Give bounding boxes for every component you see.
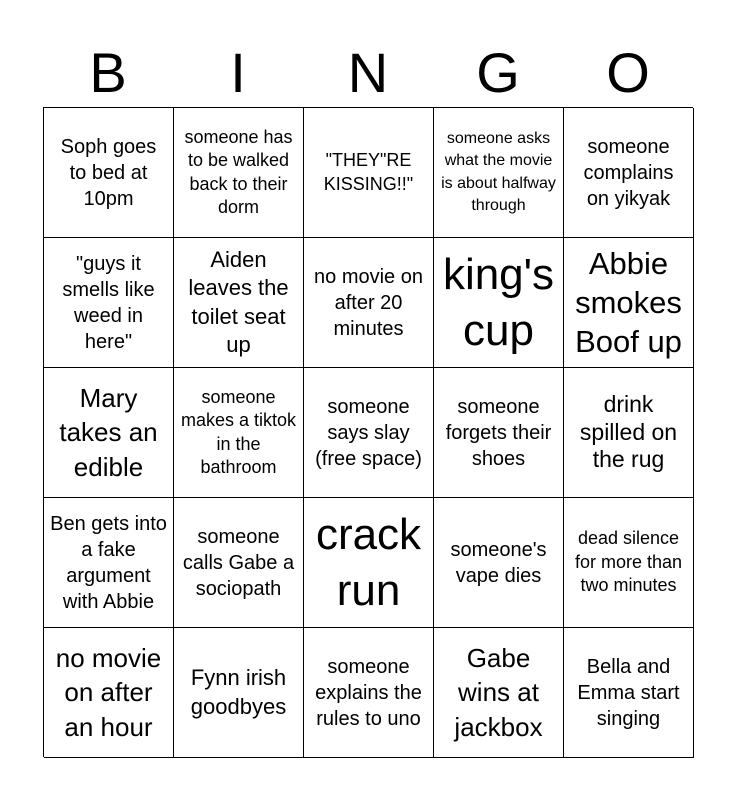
cell-text: king's cup: [442, 250, 555, 355]
bingo-cell[interactable]: [44, 238, 174, 368]
bingo-cell[interactable]: [564, 498, 694, 628]
bingo-cell[interactable]: [174, 498, 304, 628]
bingo-cell[interactable]: [434, 498, 564, 628]
bingo-cell[interactable]: [174, 108, 304, 238]
bingo-cell[interactable]: [44, 368, 174, 498]
cell-text: no movie on after an hour: [55, 643, 162, 742]
bingo-cell[interactable]: [44, 498, 174, 628]
cell-text: "THEY"RE KISSING!!": [323, 150, 414, 194]
bingo-cell[interactable]: [44, 628, 174, 758]
bingo-cell[interactable]: [434, 238, 564, 368]
cell-text: crack run: [315, 510, 422, 615]
bingo-cell[interactable]: [434, 108, 564, 238]
cell-text: no movie on after 20 minutes: [314, 265, 423, 340]
bingo-cell[interactable]: [564, 628, 694, 758]
bingo-cell[interactable]: [304, 108, 434, 238]
cell-text: someone complains on yikyak: [583, 135, 674, 210]
bingo-cell[interactable]: [44, 108, 174, 238]
cell-text: Ben gets into a fake argument with Abbie: [50, 512, 167, 613]
bingo-cell[interactable]: [174, 628, 304, 758]
bingo-cell[interactable]: [564, 108, 694, 238]
cell-text: someone calls Gabe a sociopath: [182, 525, 295, 600]
cell-text: Fynn irish goodbyes: [190, 665, 287, 719]
cell-text: dead silence for more than two minutes: [574, 528, 683, 596]
bingo-cell[interactable]: [174, 368, 304, 498]
bingo-cell[interactable]: [304, 628, 434, 758]
cell-text: Bella and Emma start singing: [577, 655, 680, 730]
cell-text: someone's vape dies: [450, 538, 547, 587]
bingo-board: [43, 107, 693, 757]
cell-text: Gabe wins at jackbox: [454, 643, 543, 742]
header-letter-n: N: [347, 41, 389, 104]
bingo-header: [43, 38, 693, 108]
bingo-cell[interactable]: [304, 498, 434, 628]
cell-text: someone forgets their shoes: [445, 395, 552, 470]
cell-text: someone asks what the movie is about halfway through: [441, 130, 556, 214]
cell-text: Abbie smokes Boof up: [575, 245, 682, 360]
header-letter-g: G: [476, 41, 520, 104]
cell-text: Aiden leaves the toilet seat up: [188, 247, 289, 357]
bingo-cell[interactable]: [564, 368, 694, 498]
cell-text: someone says slay (free space): [315, 395, 422, 470]
cell-text: Soph goes to bed at 10pm: [60, 135, 157, 210]
header-letter-o: O: [606, 41, 650, 104]
cell-text: someone has to be walked back to their dorm: [184, 126, 293, 217]
bingo-cell[interactable]: [564, 238, 694, 368]
bingo-cell[interactable]: [174, 238, 304, 368]
header-letter-b: B: [89, 41, 127, 104]
bingo-cell[interactable]: [304, 238, 434, 368]
bingo-cell[interactable]: [434, 368, 564, 498]
cell-text: "guys it smells like weed in here": [62, 252, 155, 353]
cell-text: someone makes a tiktok in the bathroom: [180, 386, 297, 477]
bingo-cell[interactable]: [304, 368, 434, 498]
header-letter-i: I: [230, 41, 246, 104]
cell-text: someone explains the rules to uno: [315, 655, 422, 730]
cell-text: drink spilled on the rug: [579, 391, 678, 473]
bingo-cell[interactable]: [434, 628, 564, 758]
cell-text: Mary takes an edible: [59, 383, 158, 482]
